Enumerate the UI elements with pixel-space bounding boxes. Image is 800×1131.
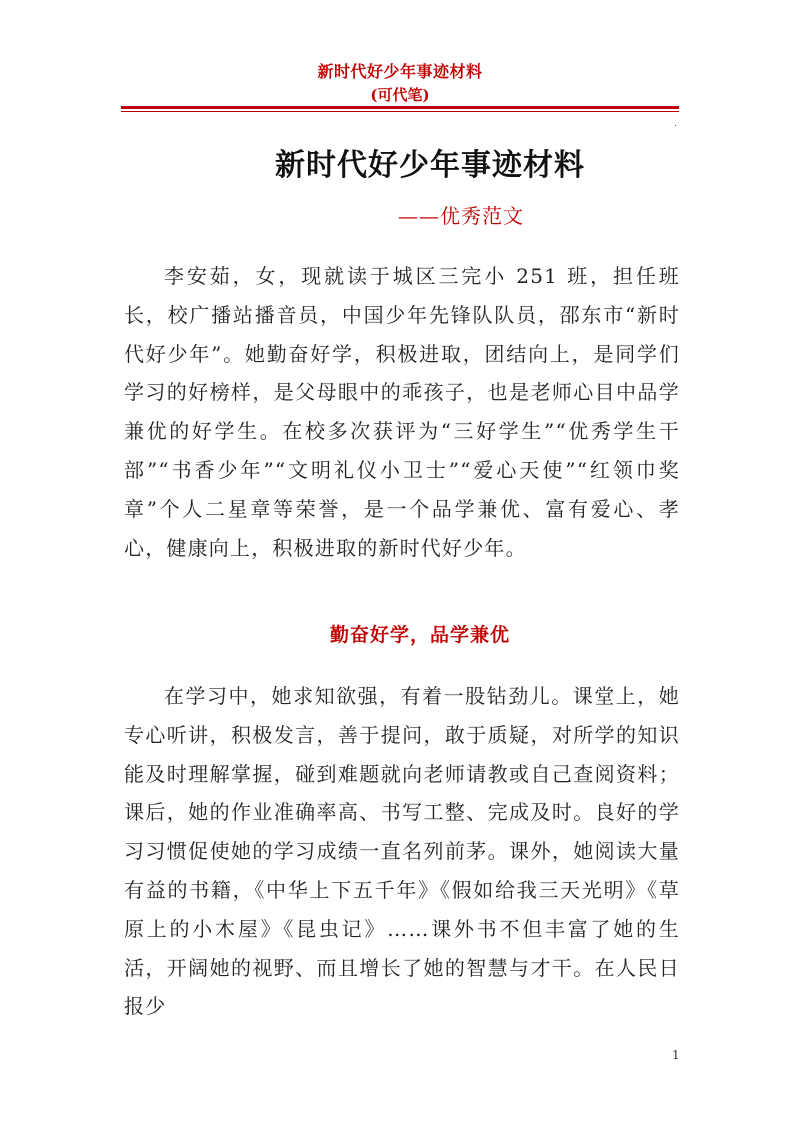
intro-paragraph: 李安茹，女，现就读于城区三完小 251 班，担任班长，校广播站播音员，中国少年先锋队队员，邵东市“新时代好少年”。她勤奋好学，积极进取，团结向上，是同学们学习的好榜样，是父母眼中的乖孩子，也是老师心目中品学兼优的好学生。在校多次获评为“三好学生”“优秀学生干部”“书香少年”“文明礼仪小卫士”“爱心天使”“红领巾奖章”个人二星章等荣誉，是一个品学兼优、富有爱心、孝心，健康向上，积极进取的新时代好少年。: [124, 264, 680, 560]
header-dot-mark: .: [674, 118, 678, 129]
header-subtitle: (可代笔): [370, 86, 430, 104]
document-title: 新时代好少年事迹材料: [275, 148, 585, 183]
section-body-paragraph: 在学习中，她求知欲强，有着一股钻劲儿。课堂上，她专心听讲，积极发言，善于提问，敢于质疑，对所学的知识能及时理解掌握，碰到难题就向老师请教或自己查阅资料；课后，她的作业准确率高、书写工整、完成及时。良好的学习习惯促使她的学习成绩一直名列前茅。课外，她阅读大量有益的书籍，《中华上下五千年》《假如给我三天光明》《草原上的小木屋》《昆虫记》……课外书不但丰富了她的生活，开阔她的视野、而且增长了她的智慧与才干。在人民日报少: [124, 684, 680, 1019]
header-divider-thick: [121, 106, 679, 109]
header-title: 新时代好少年事迹材料: [317, 62, 483, 81]
section-heading: 勤奋好学，品学兼优: [329, 624, 510, 646]
header-divider-thin: [121, 111, 679, 112]
document-subtitle: ——优秀范文: [398, 204, 524, 228]
page-number: 1: [672, 1048, 680, 1062]
